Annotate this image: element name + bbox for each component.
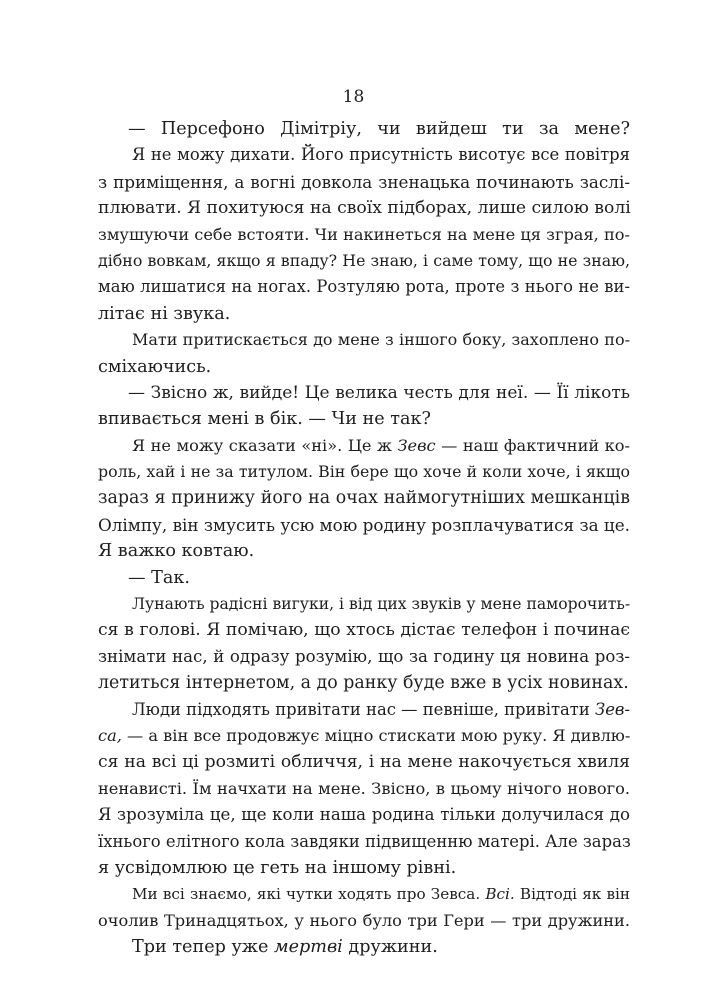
text-line: ся в голові. Я помічаю, що хтось дістає телефон і починає [98,620,630,641]
emphasis-text: Всі. [485,885,515,904]
text-line: дібно вовкам, якщо я впаду? Не знаю, і саме тому, що не знаю, [98,250,630,270]
text-line: Мати притискається до мене з іншого боку, захоплено по- [132,330,630,350]
text-line: сміхаючись. [98,356,212,377]
text-run: — наш фактичний ко- [435,435,631,455]
page-number: 18 [342,87,365,107]
text-run: Відтоді як він [514,885,630,904]
text-line: ся на всі ці розмиті обличчя, і на мене накочується хвиля [98,752,630,773]
text-line: Я не можу дихати. Його присутність висотує все повітря [132,145,630,165]
text-line: знімати нас, й одразу розумію, що за годину ця новина роз- [98,646,630,666]
text-run: Люди підходять привітати нас — певніше, привітати [132,699,595,719]
text-line: Олімпу, він змусить усю мою родину розплачуватися за це. [98,514,630,535]
text-line: Лунають радісні вигуки, і від цих звуків у мене паморочить- [132,595,631,614]
text-run: Три тепер уже [132,937,274,958]
text-line: Я зрозуміла це, ще коли наша родина тільки долучилася до [98,805,630,825]
text-line [98,934,630,960]
text-line: їхнього елітного кола завдяки підвищенню матері. Але зараз [98,831,631,851]
text-line [98,881,630,907]
text-line: ненависті. Їм начхати на мене. Звісно, в цьому нічого нового. [98,778,630,798]
text-line: — Персефоно Дімітріу, чи вийдеш ти за мене? [128,119,630,139]
text-body [98,116,630,961]
text-line [98,433,630,459]
text-line: летиться інтернетом, а до ранку буде вже в усіх новинах. [98,673,629,694]
text-line: літає ні звука. [98,303,231,324]
text-line: я усвідомлюю це геть на іншому рівні. [98,857,457,878]
text-line: зараз я принижу його на очах наймогутніших мешканців [98,488,630,509]
text-line: роль, хай і не за титулом. Він бере що хоче й коли хоче, і якщо [98,462,630,482]
text-line: очолив Тринадцятьох, у нього було три Гери — три дружини. [98,910,630,930]
text-line: плювати. Я похитуюся на своїх підборах, лише силою волі [98,198,631,219]
emphasis-text: са, [98,725,122,745]
text-run: — а він все продовжує міцно стискати мою руку. Я дивлю- [121,725,631,745]
emphasis-text: мертві [274,937,343,958]
text-run: Я не можу сказати «ні». Це ж [132,435,398,455]
text-line: впивається мені в бік. — Чи не так? [98,409,431,430]
text-line [98,723,630,749]
text-run: Ми всі знаємо, які чутки ходять про Зевса. [132,885,486,904]
text-line: з приміщення, а вогні довкола зненацька починають заслі- [98,171,630,192]
emphasis-text: Зевс [397,435,436,455]
text-line [98,697,630,723]
emphasis-text: Зев- [595,699,630,719]
text-line: — Звісно ж, вийде! Це велика честь для неї. — Її лікоть [128,382,630,403]
text-line: — Так. [128,567,190,588]
text-line: маю лишатися на ногах. Розтуляю рота, проте з нього не ви- [98,277,630,297]
text-line: Я важко ковтаю. [98,541,255,562]
text-line: змушуючи себе встояти. Чи накинеться на мене ця зграя, по- [98,224,630,244]
text-run: дружини. [342,937,438,958]
